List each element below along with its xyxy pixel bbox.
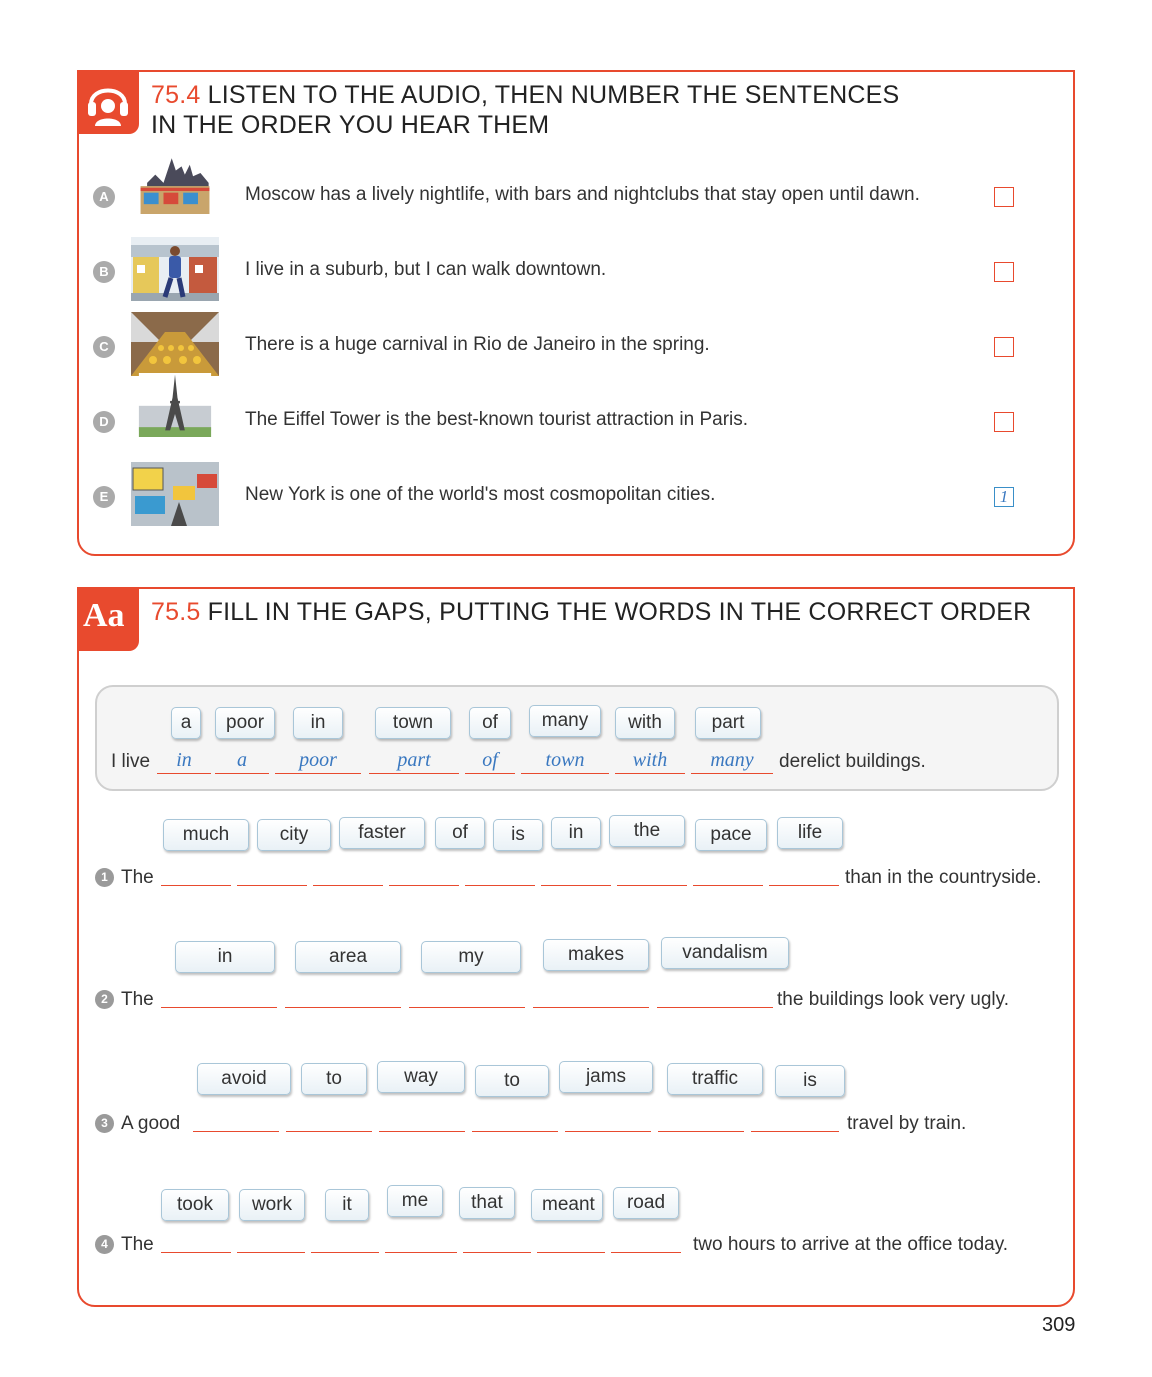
word-tile[interactable]: traffic (667, 1063, 763, 1095)
word-tile[interactable]: work (239, 1189, 305, 1221)
answer-gap[interactable] (472, 1131, 558, 1132)
answer-gap[interactable] (409, 1007, 525, 1008)
answer-gap[interactable] (769, 885, 839, 886)
word-tile[interactable]: much (163, 819, 249, 851)
answer-gap[interactable] (658, 1131, 744, 1132)
sentence-suffix: than in the countryside. (845, 867, 1042, 888)
answer-gap[interactable] (465, 885, 535, 886)
answer-gap[interactable] (537, 1252, 605, 1253)
sentence-row-c (79, 312, 1073, 382)
sentence-prefix: The (121, 989, 154, 1010)
sentence-row-e (79, 462, 1073, 532)
word-tile[interactable]: my (421, 941, 521, 973)
answer-box[interactable] (994, 187, 1014, 207)
word-tile[interactable]: it (325, 1189, 369, 1221)
word-tile[interactable]: the (609, 815, 685, 847)
title-line-2: IN THE ORDER YOU HEAR THEM (151, 111, 550, 139)
sentence-suffix: the buildings look very ugly. (777, 989, 1009, 1010)
answer-gap[interactable] (286, 1131, 372, 1132)
sentence-row-d (79, 387, 1073, 457)
moscow-nightlife-illustration (131, 150, 219, 214)
word-tile[interactable]: to (475, 1065, 549, 1097)
answer-gap[interactable] (541, 885, 611, 886)
answer-word: of (465, 749, 515, 774)
word-tile[interactable]: makes (543, 939, 649, 971)
title-line-1: LISTEN TO THE AUDIO, THEN NUMBER THE SENTENCES (207, 81, 900, 109)
vocabulary-badge (77, 587, 139, 651)
answer-box[interactable] (994, 337, 1014, 357)
title-text: FILL IN THE GAPS, PUTTING THE WORDS IN THE CORRECT ORDER (207, 598, 1032, 626)
word-tile[interactable]: part (695, 707, 761, 739)
item-letter: E (93, 486, 115, 508)
word-tile[interactable]: pace (695, 819, 767, 851)
answer-gap[interactable] (565, 1131, 651, 1132)
answer-word: poor (275, 749, 361, 774)
word-tile[interactable]: area (295, 941, 401, 973)
word-tile[interactable]: of (469, 707, 511, 739)
word-tile[interactable]: took (161, 1189, 229, 1221)
question-number: 1 (95, 868, 114, 887)
exercise-title (151, 80, 899, 140)
suburb-walker-illustration (131, 237, 219, 301)
exercise-number: 75.4 (151, 81, 201, 109)
answer-gap[interactable] (285, 1007, 401, 1008)
sentence-text: I live in a suburb, but I can walk downtown. (245, 259, 607, 280)
answer-gap[interactable] (193, 1131, 279, 1132)
answer-gap[interactable] (379, 1131, 465, 1132)
item-letter: B (93, 261, 115, 283)
word-tile[interactable]: avoid (197, 1063, 291, 1095)
exercise-number: 75.5 (151, 598, 201, 626)
word-tile[interactable]: many (529, 705, 601, 737)
sentence-text: Moscow has a lively nightlife, with bars and nightclubs that stay open until dawn. (245, 184, 920, 205)
question-number: 3 (95, 1114, 114, 1133)
answer-gap[interactable] (611, 1252, 681, 1253)
sentence-prefix: The (121, 1234, 154, 1255)
sentence-text: The Eiffel Tower is the best-known tourist attraction in Paris. (245, 409, 749, 430)
page-number: 309 (1042, 1314, 1076, 1336)
answer-gap[interactable] (533, 1007, 649, 1008)
word-tile[interactable]: poor (215, 707, 275, 739)
sentence-prefix: A good (121, 1113, 181, 1134)
sentence-prefix: I live (111, 751, 151, 772)
word-tile[interactable]: vandalism (661, 937, 789, 969)
example-box (95, 685, 1059, 791)
word-tile[interactable]: life (777, 817, 843, 849)
badge-text: Aa (83, 597, 125, 634)
sentence-text: New York is one of the world's most cosmopolitan cities. (245, 484, 716, 505)
answer-gap[interactable] (161, 1007, 277, 1008)
sentence-row-b (79, 237, 1073, 307)
answer-gap[interactable] (389, 885, 459, 886)
word-tile[interactable]: of (435, 817, 485, 849)
word-tile[interactable]: that (459, 1187, 515, 1219)
exercise-75-5-panel (77, 587, 1075, 1307)
answer-box[interactable] (994, 262, 1014, 282)
answer-word: a (215, 749, 269, 774)
sentence-text: There is a huge carnival in Rio de Janeiro in the spring. (245, 334, 710, 355)
answer-gap[interactable] (161, 1252, 231, 1253)
word-tile[interactable]: jams (559, 1061, 653, 1093)
word-tile[interactable]: is (775, 1065, 845, 1097)
answer-gap[interactable] (237, 1252, 305, 1253)
answer-gap[interactable] (463, 1252, 531, 1253)
headphones-icon (77, 70, 139, 134)
item-letter: C (93, 336, 115, 358)
answer-word: part (369, 749, 459, 774)
exercise-title (151, 597, 1031, 627)
answer-gap[interactable] (657, 1007, 773, 1008)
answer-gap[interactable] (237, 885, 307, 886)
answer-gap[interactable] (311, 1252, 379, 1253)
question-number: 4 (95, 1235, 114, 1254)
word-tile[interactable]: town (375, 707, 451, 739)
item-letter: D (93, 411, 115, 433)
sentence-row-a (79, 162, 1073, 232)
answer-word: many (691, 749, 773, 774)
word-tile[interactable]: city (257, 819, 331, 851)
word-tile[interactable]: meant (531, 1189, 603, 1221)
new-york-illustration (131, 462, 219, 526)
word-tile[interactable]: in (551, 817, 601, 849)
answer-gap[interactable] (161, 885, 231, 886)
answer-gap[interactable] (313, 885, 383, 886)
word-tile[interactable]: in (175, 941, 275, 973)
answer-gap[interactable] (617, 885, 687, 886)
carnival-illustration (131, 312, 219, 376)
answer-box[interactable] (994, 412, 1014, 432)
question-number: 2 (95, 990, 114, 1009)
word-tile[interactable]: faster (339, 817, 425, 849)
answer-gap[interactable] (693, 885, 763, 886)
sentence-suffix: derelict buildings. (779, 751, 926, 772)
exercise-75-4-panel (77, 70, 1075, 556)
answer-word: in (157, 749, 211, 774)
word-tile[interactable]: me (387, 1185, 443, 1217)
sentence-suffix: travel by train. (847, 1113, 967, 1134)
word-tile[interactable]: a (171, 707, 201, 739)
answer-word: town (521, 749, 609, 774)
eiffel-tower-illustration (131, 373, 219, 437)
answer-word: with (615, 749, 685, 774)
word-tile[interactable]: in (293, 707, 343, 739)
sentence-prefix: The (121, 867, 154, 888)
word-tile[interactable]: to (301, 1063, 367, 1095)
word-tile[interactable]: road (613, 1187, 679, 1219)
answer-box[interactable]: 1 (994, 487, 1014, 507)
word-tile[interactable]: is (493, 819, 543, 851)
sentence-suffix: two hours to arrive at the office today. (693, 1234, 1009, 1255)
word-tile[interactable]: way (377, 1061, 465, 1093)
answer-gap[interactable] (385, 1252, 457, 1253)
answer-gap[interactable] (751, 1131, 839, 1132)
item-letter: A (93, 186, 115, 208)
word-tile[interactable]: with (615, 707, 675, 739)
